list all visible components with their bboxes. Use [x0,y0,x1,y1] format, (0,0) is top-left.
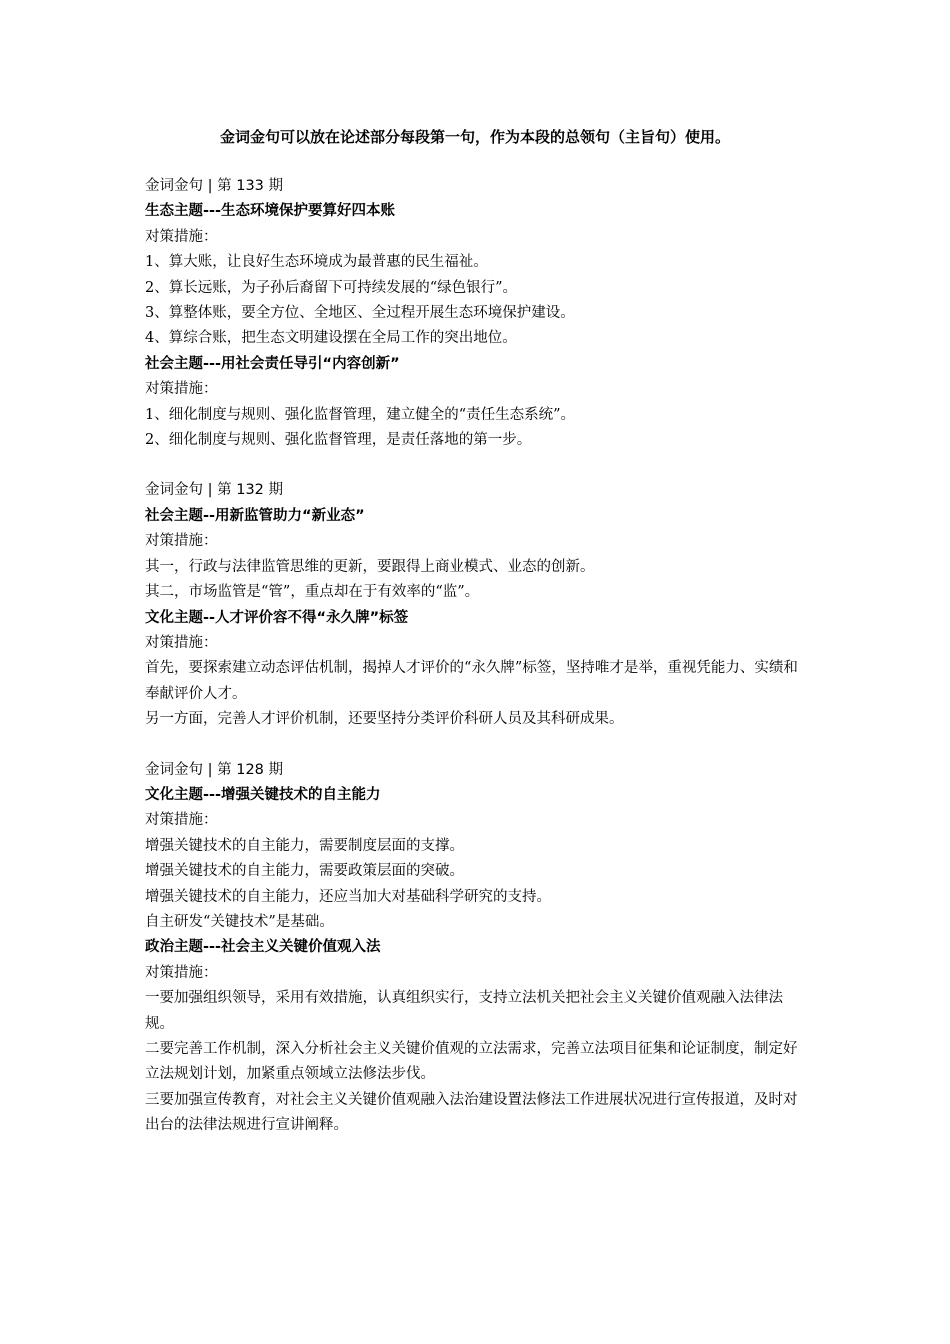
measure-item: 增强关键技术的自主能力，需要政策层面的突破。 [145,863,464,880]
measures-label: 对策措施： [145,634,218,651]
document-header: 金词金句可以放在论述部分每段第一句，作为本段的总领句（主旨句）使用。 [219,128,730,146]
issue-heading: 金词金句 | 第 133 期 [145,178,283,194]
topic-title: 文化主题---增强关键技术的自主能力 [145,786,381,803]
measure-item: 自主研发“关键技术”是基础。 [145,913,334,930]
issue-section-133 [145,174,807,453]
topic-title: 社会主题---用社会责任导引“内容创新” [145,355,400,372]
measure-item: 2、算长远账，为子孙后裔留下可持续发展的“绿色银行”。 [145,279,518,296]
measure-item: 4、算综合账，把生态文明建设摆在全局工作的突出地位。 [145,330,517,347]
measure-item: 1、细化制度与规则、强化监督管理，建立健全的“责任生态系统”。 [145,406,576,423]
measure-item: 3、算整体账，要全方位、全地区、全过程开展生态环境保护建设。 [145,305,575,322]
measure-item: 增强关键技术的自主能力，需要制度层面的支撑。 [145,837,464,854]
measure-item: 2、细化制度与规则、强化监督管理，是责任落地的第一步。 [145,432,532,449]
measure-item: 首先，要探索建立动态评估机制，揭掉人才评价的“永久牌”标签，坚持唯才是举，重视凭能力、实绩和奉献评价人才。 [145,660,798,702]
document-body [145,174,807,1139]
topic-title: 政治主题---社会主义关键价值观入法 [145,939,381,956]
measure-item: 另一方面，完善人才评价机制，还要坚持分类评价科研人员及其科研成果。 [145,711,624,728]
measures-label: 对策措施： [145,964,218,981]
measure-item: 1、算大账，让良好生态环境成为最普惠的民生福祉。 [145,254,488,271]
measure-item: 其二，市场监管是“管”，重点却在于有效率的“监”。 [145,584,480,601]
measure-item: 三要加强宣传教育，对社会主义关键价值观融入法治建设置法修法工作进展状况进行宣传报道，及时对出台的法律法规进行宣讲阐释。 [145,1091,798,1134]
measure-item: 二要完善工作机制，深入分析社会主义关键价值观的立法需求，完善立法项目征集和论证制度，制定好立法规划计划，加紧重点领域立法修法步伐。 [145,1041,798,1083]
topic-title: 生态主题---生态环境保护要算好四本账 [145,203,396,220]
topic-title: 文化主题--人才评价容不得“永久牌”标签 [145,609,409,626]
measure-item: 一要加强组织领导，采用有效措施，认真组织实行，支持立法机关把社会主义关键价值观融入法律法规。 [145,990,783,1032]
issue-section-128 [145,758,807,1139]
measure-item: 增强关键技术的自主能力，还应当加大对基础科学研究的支持。 [145,888,551,905]
measure-item: 其一，行政与法律监管思维的更新，要跟得上商业模式、业态的创新。 [145,558,595,575]
measures-label: 对策措施： [145,533,218,550]
topic-title: 社会主题--用新监管助力“新业态” [145,507,365,524]
issue-heading: 金词金句 | 第 132 期 [145,482,283,499]
measures-label: 对策措施： [145,228,218,245]
measures-label: 对策措施： [145,381,218,398]
measures-label: 对策措施： [145,812,218,829]
issue-heading: 金词金句 | 第 128 期 [145,761,283,778]
issue-section-132 [145,478,807,732]
